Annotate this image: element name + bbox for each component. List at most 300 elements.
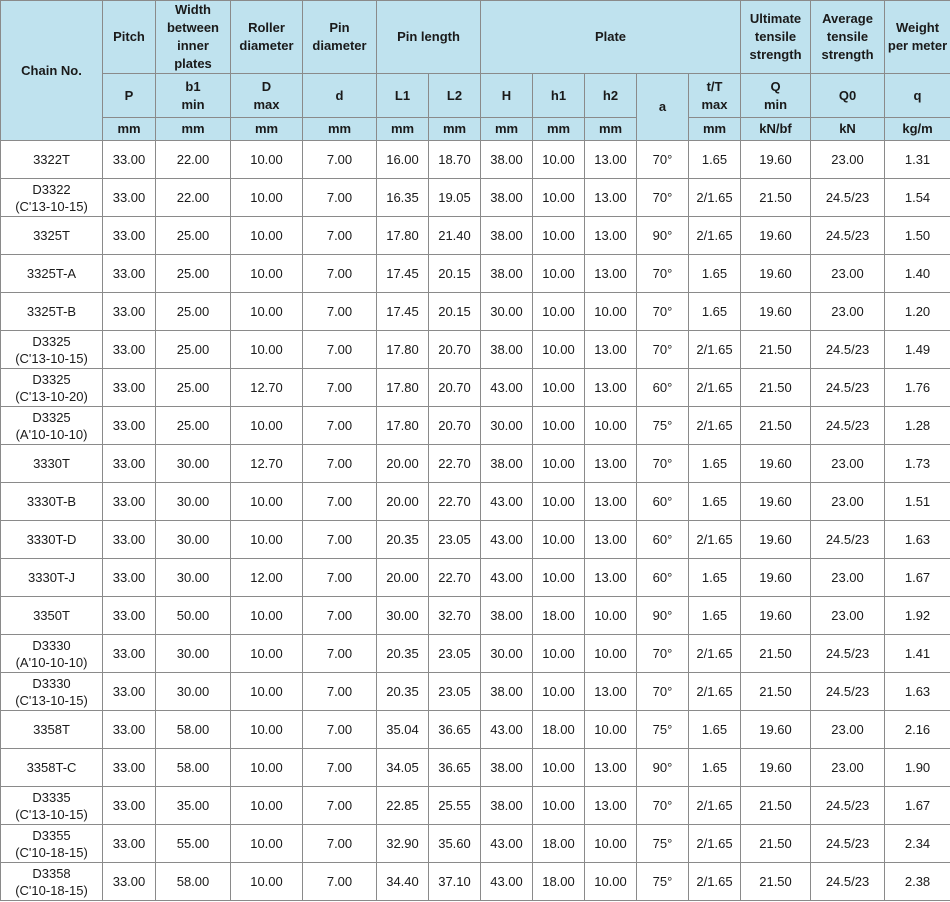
cell-h1: 10.00 [533,217,585,255]
cell-P: 33.00 [103,445,156,483]
cell-b1: 22.00 [156,141,231,179]
cell-b1: 22.00 [156,179,231,217]
cell-tT: 2/1.65 [689,369,741,407]
cell-h1: 10.00 [533,445,585,483]
table-row [1,825,950,863]
cell-q: 1.63 [885,521,950,559]
cell-L1: 17.45 [377,255,429,293]
cell-a: 70° [637,787,689,825]
sym-q: q [885,74,950,118]
chain-no-label: D3325 [32,333,71,349]
cell-L1: 17.45 [377,293,429,331]
cell-D: 10.00 [231,635,303,673]
cell-tT: 1.65 [689,293,741,331]
table-row [1,255,950,293]
chain-no-label: D3325 [32,371,71,387]
cell-h1: 18.00 [533,597,585,635]
cell-h1: 10.00 [533,293,585,331]
cell-L1: 34.05 [377,749,429,787]
cell-h1: 10.00 [533,331,585,369]
cell-b1: 25.00 [156,255,231,293]
cell-Q0: 24.5/23 [811,787,885,825]
cell-chain-no: 3322T [1,141,103,179]
cell-q: 1.90 [885,749,950,787]
cell-L1: 35.04 [377,711,429,749]
cell-H: 38.00 [481,787,533,825]
cell-q: 1.49 [885,331,950,369]
cell-b1: 25.00 [156,217,231,255]
chain-no-sub: (C'13-10-20) [15,388,88,404]
cell-L2: 22.70 [429,445,481,483]
cell-h2: 10.00 [585,635,637,673]
cell-P: 33.00 [103,141,156,179]
chain-no-label: D3330 [32,637,71,653]
cell-d: 7.00 [303,407,377,445]
cell-h2: 13.00 [585,445,637,483]
header-plate: Plate [481,1,741,74]
unit-L1: mm [377,118,429,141]
header-roller-diameter: Roller diameter [231,1,303,74]
cell-chain-no [1,825,103,863]
cell-L2: 19.05 [429,179,481,217]
cell-D: 12.70 [231,445,303,483]
cell-P: 33.00 [103,407,156,445]
cell-h1: 18.00 [533,711,585,749]
table-header [1,1,950,141]
cell-L1: 17.80 [377,217,429,255]
header-pitch: Pitch [103,1,156,74]
cell-h1: 10.00 [533,179,585,217]
cell-tT: 2/1.65 [689,331,741,369]
cell-Q: 19.60 [741,255,811,293]
chain-no-sub: (A'10-10-10) [15,654,88,670]
cell-L2: 25.55 [429,787,481,825]
cell-h1: 10.00 [533,635,585,673]
cell-L2: 23.05 [429,673,481,711]
cell-D: 10.00 [231,407,303,445]
cell-L1: 34.40 [377,863,429,901]
cell-tT: 1.65 [689,141,741,179]
cell-D: 10.00 [231,179,303,217]
cell-Q0: 24.5/23 [811,825,885,863]
table-row [1,863,950,901]
cell-Q: 21.50 [741,407,811,445]
cell-d: 7.00 [303,749,377,787]
cell-b1: 55.00 [156,825,231,863]
chain-no-label: D3358 [32,865,71,881]
cell-a: 70° [637,179,689,217]
cell-d: 7.00 [303,141,377,179]
unit-d: mm [303,118,377,141]
cell-b1: 58.00 [156,749,231,787]
cell-L1: 16.35 [377,179,429,217]
table-body [1,141,950,901]
cell-a: 70° [637,141,689,179]
cell-Q: 19.60 [741,521,811,559]
cell-a: 75° [637,863,689,901]
cell-L2: 36.65 [429,711,481,749]
cell-Q: 21.50 [741,787,811,825]
cell-h1: 10.00 [533,141,585,179]
cell-h2: 13.00 [585,521,637,559]
table-row [1,787,950,825]
cell-P: 33.00 [103,179,156,217]
cell-Q0: 24.5/23 [811,331,885,369]
cell-H: 43.00 [481,711,533,749]
cell-H: 30.00 [481,635,533,673]
cell-D: 10.00 [231,521,303,559]
cell-b1: 30.00 [156,445,231,483]
cell-q: 1.73 [885,445,950,483]
cell-q: 1.76 [885,369,950,407]
cell-H: 38.00 [481,217,533,255]
sym-h1: h1 [533,74,585,118]
sym-h2: h2 [585,74,637,118]
cell-D: 10.00 [231,673,303,711]
cell-Q: 19.60 [741,141,811,179]
cell-h2: 13.00 [585,255,637,293]
cell-chain-no: 3325T-A [1,255,103,293]
cell-d: 7.00 [303,635,377,673]
chain-no-label: D3335 [32,789,71,805]
cell-D: 10.00 [231,217,303,255]
cell-L1: 32.90 [377,825,429,863]
cell-D: 12.00 [231,559,303,597]
cell-a: 60° [637,559,689,597]
cell-chain-no: 3358T-C [1,749,103,787]
cell-b1: 30.00 [156,483,231,521]
cell-D: 10.00 [231,331,303,369]
cell-chain-no [1,635,103,673]
cell-d: 7.00 [303,217,377,255]
cell-L2: 20.15 [429,293,481,331]
cell-L1: 22.85 [377,787,429,825]
cell-L2: 20.15 [429,255,481,293]
unit-b1: mm [156,118,231,141]
cell-chain-no [1,863,103,901]
cell-L2: 20.70 [429,407,481,445]
cell-a: 60° [637,483,689,521]
chain-no-label: D3330 [32,675,71,691]
cell-d: 7.00 [303,787,377,825]
cell-chain-no: 3358T [1,711,103,749]
cell-L1: 30.00 [377,597,429,635]
header-pin-diameter: Pin diameter [303,1,377,74]
table-row [1,711,950,749]
cell-d: 7.00 [303,673,377,711]
cell-D: 10.00 [231,255,303,293]
cell-chain-no: 3330T-B [1,483,103,521]
cell-Q: 21.50 [741,331,811,369]
cell-Q0: 24.5/23 [811,217,885,255]
cell-a: 70° [637,255,689,293]
cell-Q0: 23.00 [811,597,885,635]
sym-tT-sub: max [701,96,728,112]
cell-D: 10.00 [231,749,303,787]
sym-a: a [637,74,689,141]
cell-L1: 20.35 [377,521,429,559]
cell-P: 33.00 [103,825,156,863]
cell-q: 1.20 [885,293,950,331]
header-weight: Weight per meter [885,1,950,74]
cell-P: 33.00 [103,331,156,369]
cell-tT: 2/1.65 [689,863,741,901]
cell-h1: 10.00 [533,521,585,559]
cell-D: 10.00 [231,293,303,331]
sym-b1 [156,74,231,118]
cell-P: 33.00 [103,635,156,673]
cell-d: 7.00 [303,483,377,521]
cell-a: 90° [637,597,689,635]
cell-D: 10.00 [231,825,303,863]
cell-d: 7.00 [303,711,377,749]
sym-D-label: D [261,78,272,94]
unit-Q: kN/bf [741,118,811,141]
cell-Q: 19.60 [741,445,811,483]
unit-h1: mm [533,118,585,141]
cell-H: 43.00 [481,863,533,901]
cell-h2: 13.00 [585,141,637,179]
cell-H: 38.00 [481,141,533,179]
sym-L2: L2 [429,74,481,118]
unit-q: kg/m [885,118,950,141]
cell-b1: 25.00 [156,331,231,369]
cell-h1: 10.00 [533,407,585,445]
table-row [1,521,950,559]
chain-no-sub: (C'13-10-15) [15,198,88,214]
chain-no-sub: (A'10-10-10) [15,426,88,442]
cell-chain-no [1,787,103,825]
cell-tT: 1.65 [689,445,741,483]
cell-P: 33.00 [103,293,156,331]
cell-Q: 19.60 [741,293,811,331]
cell-b1: 30.00 [156,635,231,673]
cell-D: 10.00 [231,141,303,179]
cell-tT: 1.65 [689,597,741,635]
cell-q: 1.63 [885,673,950,711]
cell-h2: 13.00 [585,369,637,407]
cell-chain-no [1,369,103,407]
cell-P: 33.00 [103,521,156,559]
cell-tT: 2/1.65 [689,179,741,217]
cell-D: 10.00 [231,711,303,749]
cell-Q0: 23.00 [811,749,885,787]
cell-L2: 32.70 [429,597,481,635]
cell-chain-no [1,407,103,445]
cell-b1: 35.00 [156,787,231,825]
cell-h2: 10.00 [585,597,637,635]
cell-L2: 20.70 [429,369,481,407]
cell-tT: 1.65 [689,559,741,597]
cell-H: 43.00 [481,369,533,407]
table-row [1,331,950,369]
cell-P: 33.00 [103,597,156,635]
chain-no-label: D3325 [32,409,71,425]
cell-a: 90° [637,749,689,787]
cell-h2: 10.00 [585,863,637,901]
cell-Q0: 23.00 [811,559,885,597]
cell-Q: 21.50 [741,369,811,407]
cell-h1: 10.00 [533,559,585,597]
cell-a: 60° [637,521,689,559]
cell-chain-no: 3330T-J [1,559,103,597]
cell-Q0: 23.00 [811,483,885,521]
sym-D [231,74,303,118]
cell-tT: 1.65 [689,483,741,521]
cell-h2: 13.00 [585,749,637,787]
cell-h2: 13.00 [585,483,637,521]
cell-Q0: 24.5/23 [811,369,885,407]
cell-h2: 13.00 [585,179,637,217]
sym-H: H [481,74,533,118]
cell-tT: 2/1.65 [689,787,741,825]
sym-tT-label: t/T [706,78,723,94]
cell-Q0: 23.00 [811,711,885,749]
cell-L2: 35.60 [429,825,481,863]
cell-L2: 20.70 [429,331,481,369]
table-row [1,597,950,635]
cell-Q: 19.60 [741,711,811,749]
cell-a: 70° [637,673,689,711]
cell-L1: 17.80 [377,407,429,445]
cell-d: 7.00 [303,863,377,901]
unit-Q0: kN [811,118,885,141]
cell-chain-no: 3330T [1,445,103,483]
unit-L2: mm [429,118,481,141]
cell-H: 38.00 [481,331,533,369]
cell-q: 1.51 [885,483,950,521]
chain-no-sub: (C'10-18-15) [15,882,88,898]
cell-D: 12.70 [231,369,303,407]
cell-P: 33.00 [103,787,156,825]
header-width-between: Width between inner plates [156,1,231,74]
cell-d: 7.00 [303,445,377,483]
unit-H: mm [481,118,533,141]
cell-b1: 30.00 [156,673,231,711]
cell-d: 7.00 [303,825,377,863]
cell-d: 7.00 [303,331,377,369]
sym-P: P [103,74,156,118]
cell-H: 38.00 [481,673,533,711]
cell-b1: 50.00 [156,597,231,635]
cell-b1: 25.00 [156,293,231,331]
sym-Q0: Q0 [811,74,885,118]
cell-a: 70° [637,293,689,331]
cell-a: 60° [637,369,689,407]
table-row [1,673,950,711]
cell-q: 1.28 [885,407,950,445]
cell-a: 75° [637,711,689,749]
cell-L1: 20.35 [377,673,429,711]
cell-chain-no [1,673,103,711]
cell-Q: 21.50 [741,863,811,901]
cell-Q: 19.60 [741,749,811,787]
cell-Q0: 24.5/23 [811,521,885,559]
table-row [1,445,950,483]
sym-d: d [303,74,377,118]
cell-d: 7.00 [303,179,377,217]
unit-h2: mm [585,118,637,141]
cell-chain-no [1,179,103,217]
cell-H: 43.00 [481,483,533,521]
sym-L1: L1 [377,74,429,118]
cell-L2: 36.65 [429,749,481,787]
header-pin-length: Pin length [377,1,481,74]
table-row [1,179,950,217]
cell-H: 38.00 [481,179,533,217]
chain-no-sub: (C'13-10-15) [15,350,88,366]
cell-Q: 21.50 [741,635,811,673]
cell-q: 1.67 [885,559,950,597]
cell-L1: 17.80 [377,369,429,407]
cell-q: 2.16 [885,711,950,749]
cell-Q0: 23.00 [811,141,885,179]
cell-h2: 10.00 [585,825,637,863]
cell-b1: 30.00 [156,559,231,597]
cell-P: 33.00 [103,369,156,407]
cell-h1: 10.00 [533,369,585,407]
cell-tT: 1.65 [689,711,741,749]
cell-P: 33.00 [103,673,156,711]
cell-D: 10.00 [231,863,303,901]
cell-chain-no: 3325T-B [1,293,103,331]
cell-a: 70° [637,331,689,369]
cell-P: 33.00 [103,749,156,787]
chain-no-label: D3322 [32,181,71,197]
cell-Q0: 24.5/23 [811,673,885,711]
cell-Q: 19.60 [741,597,811,635]
chain-no-label: D3355 [32,827,71,843]
cell-Q0: 24.5/23 [811,635,885,673]
cell-a: 70° [637,445,689,483]
cell-chain-no: 3325T [1,217,103,255]
table-row [1,293,950,331]
cell-b1: 25.00 [156,407,231,445]
chain-no-sub: (C'13-10-15) [15,806,88,822]
cell-H: 38.00 [481,749,533,787]
sym-Q [741,74,811,118]
cell-b1: 58.00 [156,863,231,901]
cell-D: 10.00 [231,787,303,825]
cell-Q0: 23.00 [811,445,885,483]
unit-P: mm [103,118,156,141]
cell-L2: 23.05 [429,521,481,559]
cell-chain-no: 3330T-D [1,521,103,559]
cell-Q: 19.60 [741,483,811,521]
cell-a: 90° [637,217,689,255]
table-row [1,483,950,521]
cell-tT: 2/1.65 [689,635,741,673]
cell-q: 1.54 [885,179,950,217]
cell-Q: 19.60 [741,559,811,597]
cell-P: 33.00 [103,217,156,255]
cell-P: 33.00 [103,483,156,521]
cell-Q: 21.50 [741,673,811,711]
cell-H: 38.00 [481,255,533,293]
cell-tT: 1.65 [689,255,741,293]
cell-h1: 10.00 [533,673,585,711]
cell-H: 38.00 [481,445,533,483]
cell-L2: 18.70 [429,141,481,179]
table-row [1,407,950,445]
cell-P: 33.00 [103,711,156,749]
cell-b1: 25.00 [156,369,231,407]
cell-H: 38.00 [481,597,533,635]
cell-h2: 10.00 [585,293,637,331]
cell-a: 75° [637,825,689,863]
cell-tT: 2/1.65 [689,825,741,863]
table-row [1,559,950,597]
